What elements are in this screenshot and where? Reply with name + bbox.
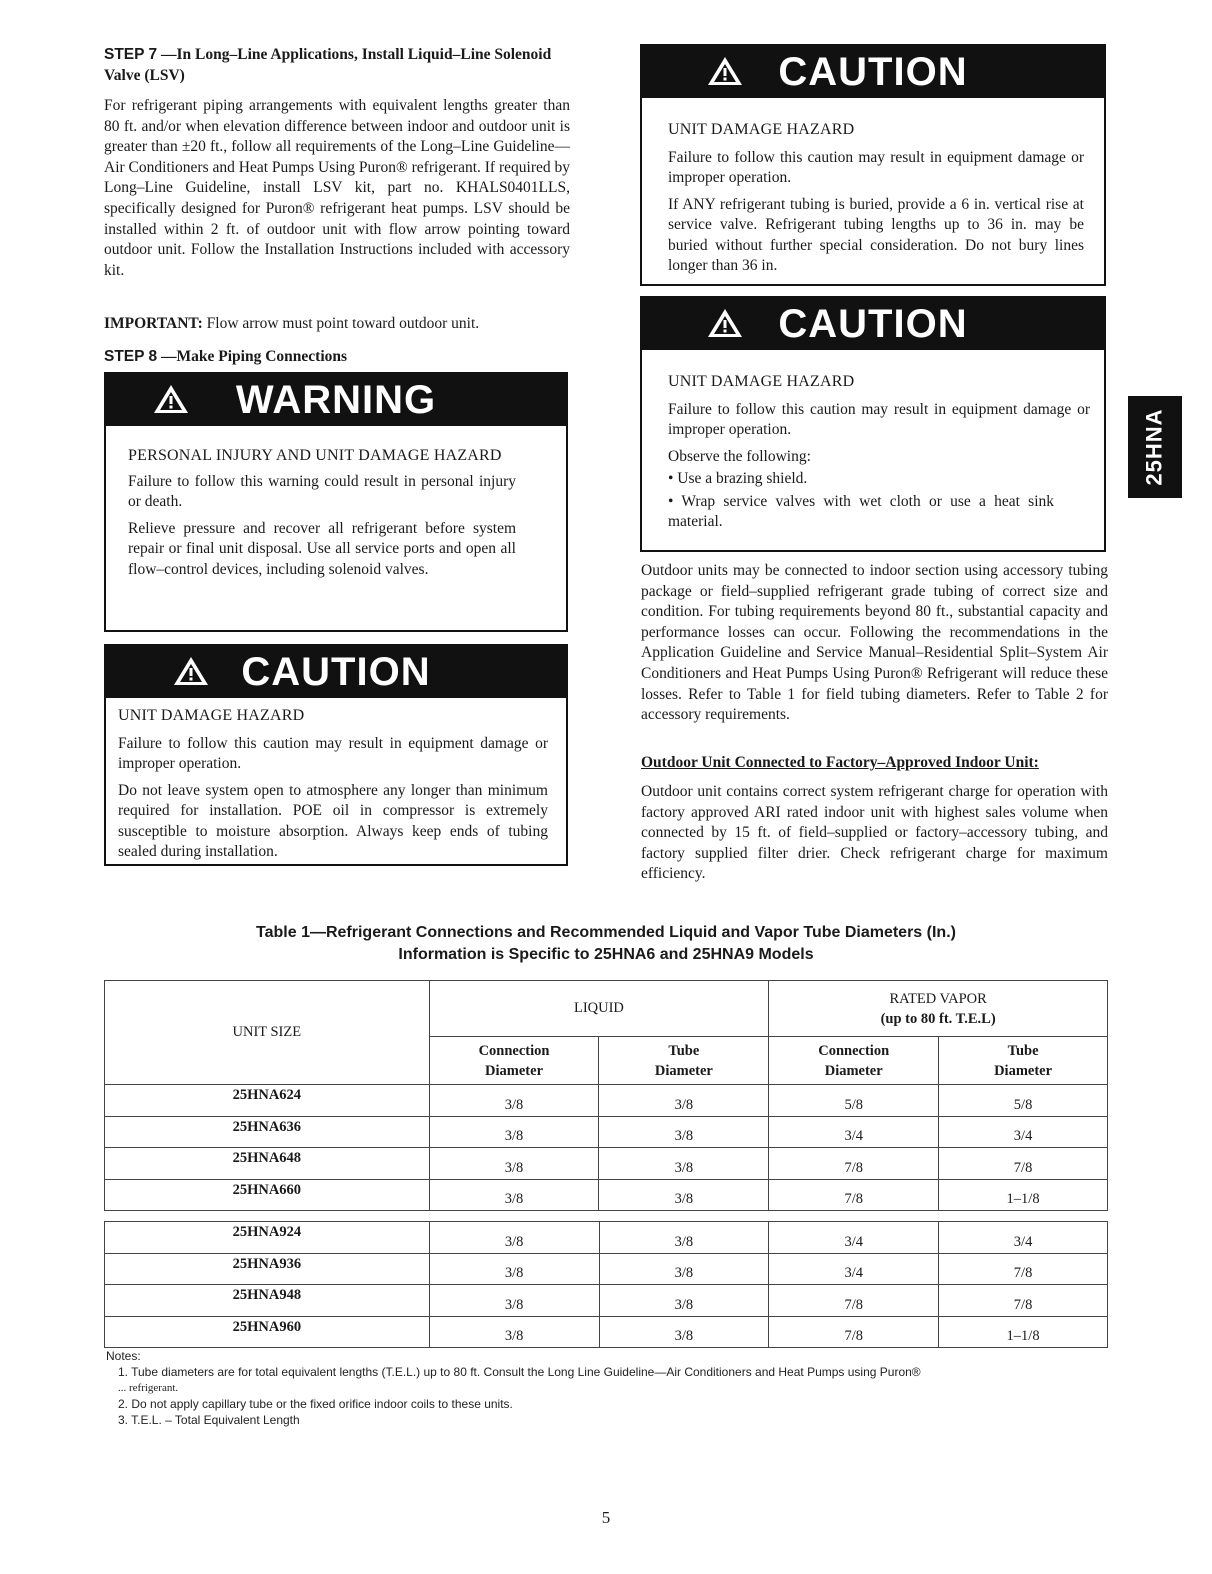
diameter-cell: 7/8 [769,1148,939,1180]
table-row [105,1179,1108,1211]
header-text: Tube [668,1042,700,1059]
note-3: 3. T.E.L. – Total Equivalent Length [118,1413,300,1427]
diameter-cell: 3/8 [429,1285,599,1317]
refrigerant-table-group-1 [104,980,1108,1211]
diameter-cell: 3/8 [599,1222,769,1254]
unit-size-cell: 25HNA936 [105,1253,430,1285]
caution-box-left [104,644,568,866]
diameter-cell: 1–1/8 [939,1316,1108,1348]
header-text: Connection [818,1042,890,1059]
outdoor-unit-paragraph: Outdoor unit contains correct system refrigerant charge for operation with factory approved ARI rated indoor unit with highest sales volume when connected by 15 ft. of field–supplied or factory–accessory tubing, and factory supplied filter drier. Check refrigerant charge for maximum efficiency. [641,783,1108,883]
caution-right2-text-2: Observe the following: [668,447,811,465]
caution-left-text-2: Do not leave system open to atmosphere any longer than minimum required for installation. POE oil in compressor is extremely susceptible to moisture absorption. Always keep ends of tubing sealed during installation. [118,781,548,861]
table-row [105,1116,1108,1148]
table-row [105,1253,1108,1285]
diameter-cell: 7/8 [939,1253,1108,1285]
note-1-continued: ... refrigerant. [118,1382,179,1394]
diameter-cell: 3/8 [429,1148,599,1180]
caution-right2-bullet-1: • Use a brazing shield. [668,470,808,488]
diameter-cell: 1–1/8 [939,1179,1108,1211]
caution-left-hazard-title: UNIT DAMAGE HAZARD [118,707,305,724]
caution-box-right-2 [640,296,1106,552]
table-title-line-2: Information is Specific to 25HNA6 and 25HNA9 Models [398,946,814,963]
warning-text-2: Relieve pressure and recover all refrigerant before system repair or final unit disposal. Use all service ports and open all flow–control devices, including solenoid valves. [128,519,516,578]
table-row [105,1222,1108,1254]
diameter-cell: 7/8 [769,1179,939,1211]
unit-size-cell: 25HNA648 [105,1148,430,1180]
step7-number: STEP 7 [104,46,158,63]
header-text: Diameter [824,1062,883,1079]
note-1: 1. Tube diameters are for total equivalent lengths (T.E.L.) up to 80 ft. Consult the Long Line Guideline—Air Conditioners and Heat Pumps using Puron® [118,1365,921,1379]
header-text: Connection [478,1042,550,1059]
header-vapor-line-2: (up to 80 ft. T.E.L) [880,1010,996,1027]
diameter-cell: 3/8 [429,1179,599,1211]
caution-right1-text-2: If ANY refrigerant tubing is buried, provide a 6 in. vertical rise at service valve. Refrigerant tubing lengths up to 36 in. may be buried without further special consideration. Do not bury lines longer than 36 in. [668,195,1084,275]
warning-banner-text: WARNING [235,377,437,422]
diameter-cell: 5/8 [769,1085,939,1117]
table-row [105,1285,1108,1317]
right-paragraph: Outdoor units may be connected to indoor section using accessory tubing package or field–supplied refrigerant grade tubing of correct size and condition. For tubing requirements beyond 80 ft., substantial capacity and performance losses can occur. Following the recommendations in the Application Guideline and Service Manual–Residential Split–System Air Conditioners and Heat Pumps Using Puron® Refrigerant will reduce these losses. Refer to Table 1 for field tubing diameters. Refer to Table 2 for accessory requirements. [641,562,1108,724]
diameter-cell: 3/4 [769,1116,939,1148]
header-text: Diameter [994,1062,1053,1079]
warning-text-1: Failure to follow this warning could result in personal injury or death. [128,473,516,511]
header-text: Tube [1007,1042,1039,1059]
important-note [104,314,570,335]
unit-size-cell: 25HNA636 [105,1116,430,1148]
caution-banner-right-1 [642,46,1104,98]
caution-right2-bullet-2: • Wrap service valves with wet cloth or use a heat sink material. [668,492,1054,531]
step8-number: STEP 8 [104,348,158,365]
diameter-cell: 3/8 [599,1253,769,1285]
caution-banner-text-right-1: CAUTION [778,49,968,94]
refrigerant-table-group-2 [104,1221,1108,1348]
header-vapor-line-1: RATED VAPOR [889,990,987,1007]
table-row [105,1085,1108,1117]
step8-title: —Make Piping Connections [157,348,348,365]
header-liquid-tube [599,1037,769,1085]
header-rated-vapor [769,981,1108,1037]
caution-right2-text-1: Failure to follow this caution may result in equipment damage or improper operation. [668,401,1090,439]
diameter-cell: 3/8 [429,1085,599,1117]
table-title-line-1: Table 1—Refrigerant Connections and Recommended Liquid and Vapor Tube Diameters (In.) [256,924,956,941]
step8-heading [104,346,574,367]
diameter-cell: 3/8 [599,1085,769,1117]
diameter-cell: 3/8 [429,1222,599,1254]
diameter-cell: 3/8 [599,1285,769,1317]
important-text: Flow arrow must point toward outdoor unit. [202,315,480,332]
diameter-cell: 3/8 [599,1179,769,1211]
header-vapor-tube [939,1037,1108,1085]
diameter-cell: 3/4 [939,1116,1108,1148]
caution-right2-hazard-title: UNIT DAMAGE HAZARD [668,373,855,390]
unit-size-cell: 25HNA660 [105,1179,430,1211]
side-tab-label: 25HNA [1142,408,1168,486]
note-2: 2. Do not apply capillary tube or the fixed orifice indoor coils to these units. [118,1397,513,1411]
caution-box-right-1 [640,44,1106,286]
warning-banner [106,374,566,426]
header-unit-size: UNIT SIZE [105,981,430,1085]
diameter-cell: 7/8 [769,1316,939,1348]
outdoor-unit-heading: Outdoor Unit Connected to Factory–Approved Indoor Unit: [641,754,1039,771]
unit-size-cell: 25HNA624 [105,1085,430,1117]
caution-banner-text-left: CAUTION [241,649,431,694]
diameter-cell: 7/8 [939,1285,1108,1317]
caution-left-text-1: Failure to follow this caution may result in equipment damage or improper operation. [118,735,548,773]
table-row [105,1148,1108,1180]
diameter-cell: 3/8 [599,1116,769,1148]
caution-banner-text-right-2: CAUTION [778,301,968,346]
caution-banner-left [106,646,566,698]
caution-banner-right-2 [642,298,1104,350]
page-number: 5 [601,1508,611,1527]
diameter-cell: 3/8 [599,1148,769,1180]
diameter-cell: 7/8 [939,1148,1108,1180]
diameter-cell: 7/8 [769,1285,939,1317]
table-row [105,1316,1108,1348]
diameter-cell: 3/4 [769,1253,939,1285]
warning-box [104,372,568,632]
step7-paragraph: For refrigerant piping arrangements with equivalent lengths greater than 80 ft. and/or when elevation difference between indoor and outdoor unit is greater than ±20 ft., follow all requirements of the Long–Line Guideline—Air Conditioners and Heat Pumps Using Puron® refrigerant. If required by Long–Line Guideline, install LSV kit, part no. KHALS0401LLS, specifically designed for Puron® refrigerant heat pumps. LSV should be installed within 2 ft. of outdoor unit with flow arrow pointing toward outdoor unit. Follow the Installation Instructions included with accessory kit. [104,97,570,279]
header-liquid: LIQUID [429,981,769,1037]
diameter-cell: 3/8 [429,1253,599,1285]
important-label: IMPORTANT: [104,315,203,332]
header-text: Diameter [654,1062,713,1079]
caution-right1-text-1: Failure to follow this caution may result in equipment damage or improper operation. [668,149,1084,187]
header-vapor-connection [769,1037,939,1085]
header-text: Diameter [485,1062,544,1079]
diameter-cell: 3/8 [429,1116,599,1148]
warning-hazard-title: PERSONAL INJURY AND UNIT DAMAGE HAZARD [128,447,502,464]
diameter-cell: 3/8 [599,1316,769,1348]
table-notes [106,1348,1106,1428]
header-liquid-connection [429,1037,599,1085]
unit-size-cell: 25HNA924 [105,1222,430,1254]
notes-label: Notes: [106,1349,141,1363]
step7-title: —In Long–Line Applications, Install Liquid–Line Solenoid Valve (LSV) [104,46,552,84]
caution-right1-hazard-title: UNIT DAMAGE HAZARD [668,121,855,138]
unit-size-cell: 25HNA948 [105,1285,430,1317]
table-title [104,922,1108,966]
step7-heading [104,44,574,86]
diameter-cell: 3/4 [939,1222,1108,1254]
side-tab [1128,396,1182,498]
unit-size-cell: 25HNA960 [105,1316,430,1348]
diameter-cell: 3/4 [769,1222,939,1254]
diameter-cell: 3/8 [429,1316,599,1348]
diameter-cell: 5/8 [939,1085,1108,1117]
